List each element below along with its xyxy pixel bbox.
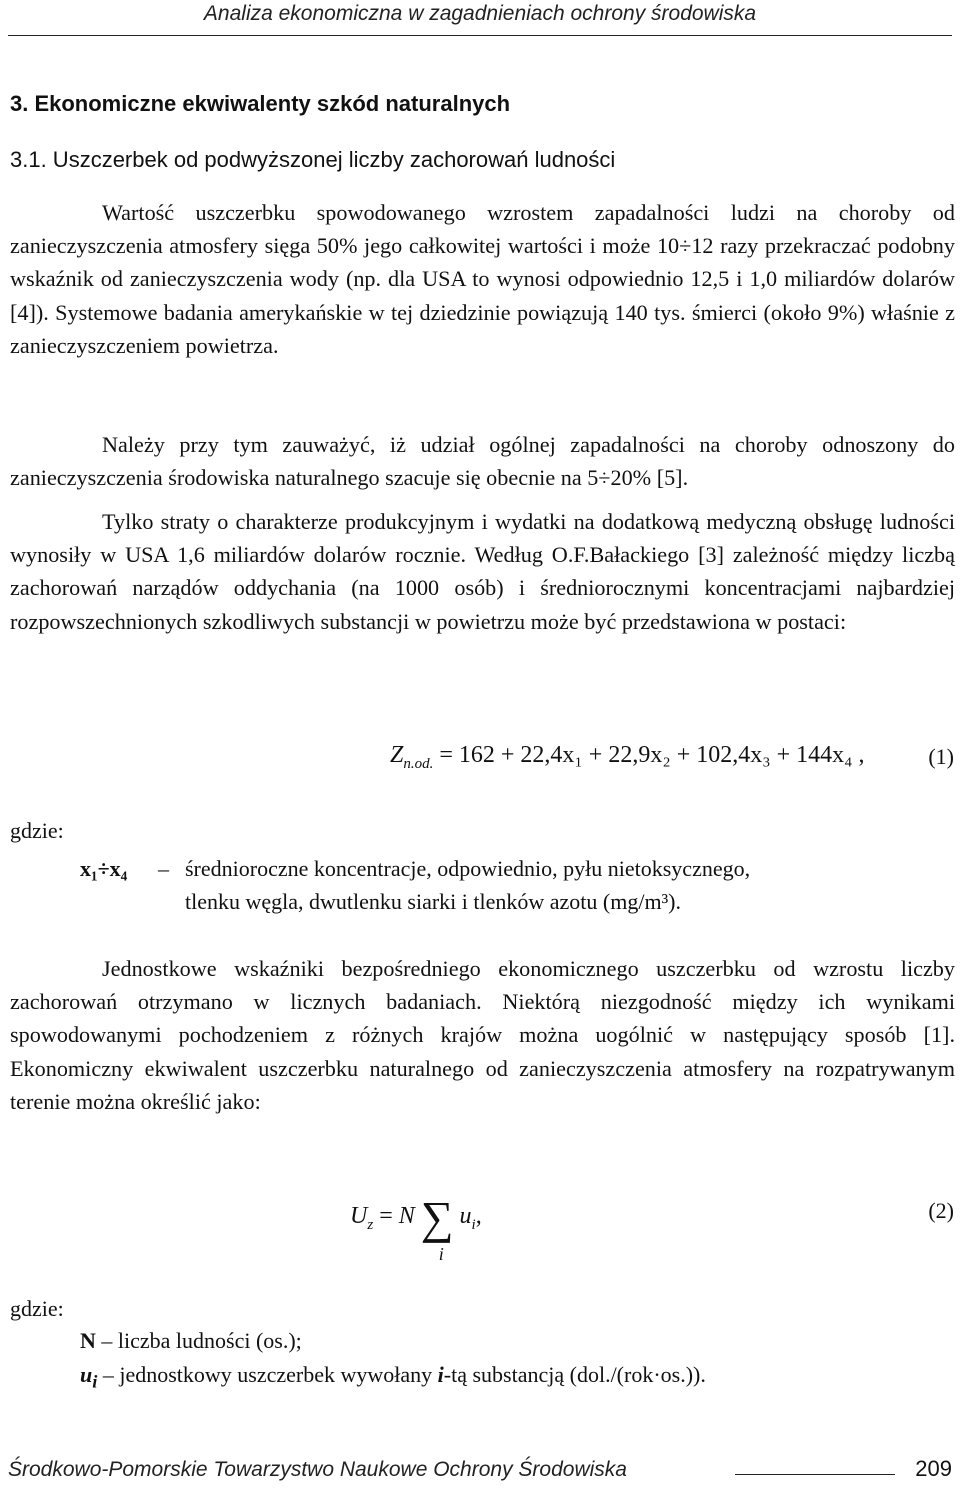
- where2-u-row: [80, 1358, 706, 1398]
- equation-2: [350, 1192, 482, 1264]
- eq2-lhs: U: [350, 1203, 368, 1229]
- paragraph-2: Należy przy tym zauważyć, iż udział ogólnej zapadalności na choroby odnoszony do zanieczyszczenia środowiska naturalnego szacuje się obecnie na 5÷20% [5].: [10, 432, 955, 491]
- subsection-title: 3.1. Uszczerbek od podwyższonej liczby zachorowań ludności: [10, 147, 616, 172]
- equation-1-number: (1): [928, 744, 954, 769]
- eq2-u-sub: i: [471, 1217, 476, 1233]
- running-header: Analiza ekonomiczna w zagadnieniach ochrony środowiska: [203, 2, 757, 25]
- eq2-equals: =: [379, 1203, 393, 1229]
- section-title: 3. Ekonomiczne ekwiwalenty szkód naturalnych: [10, 91, 511, 116]
- paragraph-3: Tylko straty o charakterze produkcyjnym i wydatki na dodatkową medyczną obsługę ludności wynosiły w USA 1,6 miliardów dolarów rocznie. Według O.F.Bałackiego [3] zależność między liczbą zachorowań narządów oddychania (na 1000 osób) i średniorocznymi koncentracjami najbardziej rozpowszechnionych szkodliwych substancji w powietrzu może być przedstawiona w postaci:: [10, 509, 955, 634]
- sum-icon: ∑ i: [420, 1192, 454, 1264]
- paragraph-4: Jednostkowe wskaźniki bezpośredniego ekonomicznego uszczerbku od wzrostu liczby zachorowań otrzymano w licznych badaniach. Niektórą niezgodność między ich wynikami spowodowanymi pochodzeniem z różnych krajów można uogólnić w następujący sposób [1]. Ekonomiczny ekwiwalent uszczerbku naturalnego od zanieczyszczenia atmosfery na rozpatrywanym terenie można określić jako:: [10, 956, 955, 1114]
- where-label-1: gdzie:: [10, 818, 64, 843]
- header-rule: [8, 35, 952, 36]
- where2-u-desc-post: -tą substancją (dol./(rok·os.)).: [443, 1362, 706, 1387]
- where1-symbol: x₁÷x₄: [80, 856, 128, 881]
- eq1-lhs-sub: n.od.: [403, 756, 434, 772]
- where2-u-symbol: u: [80, 1362, 93, 1387]
- footer-rule: [735, 1474, 895, 1475]
- footer-society: Środkowo-Pomorskie Towarzystwo Naukowe Ochrony Środowiska: [8, 1458, 627, 1481]
- eq2-u: u: [459, 1203, 472, 1229]
- where-label-2: gdzie:: [10, 1296, 64, 1321]
- equation-2-number: (2): [928, 1198, 954, 1223]
- page-number: 209: [915, 1456, 952, 1481]
- where2-N-row: [80, 1324, 302, 1357]
- eq1-lhs: Z: [390, 742, 404, 768]
- sum-index: i: [438, 1244, 444, 1264]
- where2-u-desc-pre: – jednostkowy uszczerbek wywołany: [102, 1362, 433, 1387]
- where2-N-desc: – liczba ludności (os.);: [101, 1328, 302, 1353]
- eq2-comma: ,: [475, 1203, 482, 1229]
- where2-u-sub: i: [92, 1371, 98, 1392]
- where1-dash: –: [158, 856, 169, 881]
- where2-N-symbol: N: [80, 1328, 96, 1353]
- equation-1: [390, 742, 865, 773]
- eq2-N: N: [398, 1203, 415, 1229]
- where2-u-desc-i: i: [437, 1362, 444, 1387]
- eq2-lhs-sub: z: [367, 1217, 374, 1233]
- paragraph-1: Wartość uszczerbku spowodowanego wzrostem zapadalności ludzi na choroby od zanieczyszczenia atmosfery sięga 50% jego całkowitej wartości i może 10÷12 razy przekraczać podobny wskaźnik od zanieczyszczenia wody (np. dla USA to wynosi odpowiednio 12,5 i 1,0 miliardów dolarów [4]). Systemowe badania amerykańskie w tej dziedzinie powiązują 140 tys. śmierci (około 9%) właśnie z zanieczyszczeniem powietrza.: [10, 200, 955, 358]
- eq1-rhs: = 162 + 22,4x₁ + 22,9x₂ + 102,4x₃ + 144x₄ ,: [439, 742, 865, 768]
- where1-line-1: średnioroczne koncentracje, odpowiednio, pyłu nietoksycznego,: [185, 856, 751, 881]
- where1-line-2: tlenku węgla, dwutlenku siarki i tlenków azotu (mg/m³).: [185, 889, 681, 914]
